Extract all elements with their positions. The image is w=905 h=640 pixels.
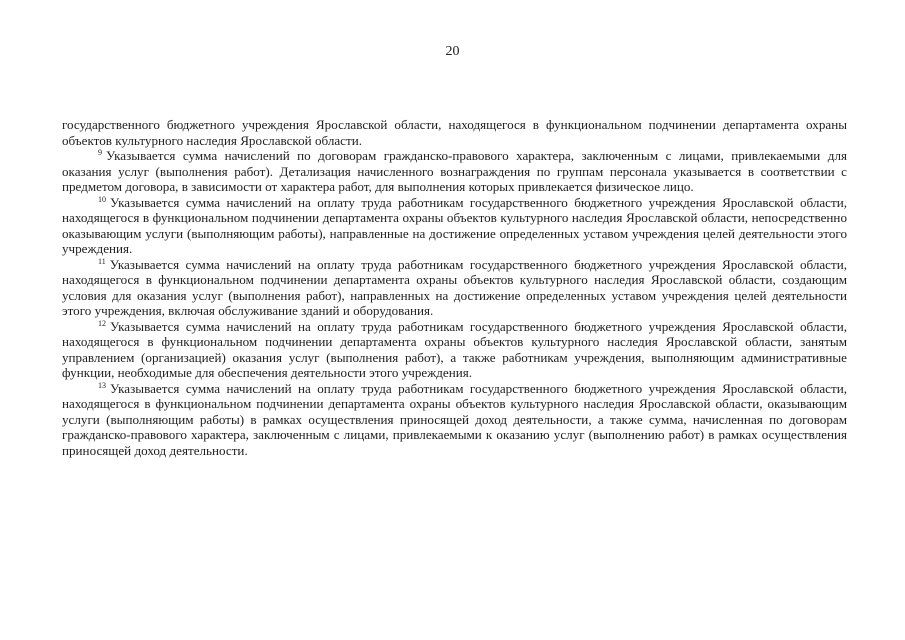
footnote-continuation — [62, 117, 847, 148]
footnote-text: Указывается сумма начислений на оплату труда работникам государственного бюджетного учреждения Ярославской области, находящегося в функциональном подчинении департамента охраны объектов культурного наследия Ярославской области, оказывающим услуги (выполняющим работы) в рамках осуществления приносящей доход деятельности, а также сумма, начисленная по договорам гражданско-правового характера, заключенным с лицами, привлекаемыми к оказанию услуг (выполнению работ) в рамках осуществления приносящей доход деятельности. — [62, 380, 847, 458]
footnotes-body — [62, 117, 847, 458]
footnote-11 — [62, 257, 847, 319]
footnote-text: Указывается сумма начислений по договорам гражданско-правового характера, заключенным с лицами, привлекаемыми для оказания услуг (выполнения работ). Детализация начисленного вознаграждения по группам персонала указывается в соответствии с предметом договора, в зависимости от характера работ, для выполнения которых привлекается физическое лицо. — [62, 148, 847, 194]
footnote-9 — [62, 148, 847, 195]
footnote-marker: 10 — [98, 194, 106, 204]
footnote-marker: 9 — [98, 148, 102, 157]
footnote-text: государственного бюджетного учреждения Ярославской области, находящегося в функциональном подчинении департамента охраны объектов культурного наследия Ярославской области. — [62, 117, 847, 148]
footnote-13 — [62, 381, 847, 459]
footnote-marker: 12 — [98, 318, 106, 328]
footnote-text: Указывается сумма начислений на оплату труда работникам государственного бюджетного учреждения Ярославской области, находящегося в функциональном подчинении департамента охраны объектов культурного наследия Ярославской области, занятым управлением (организацией) оказания услуг (выполнения работ), а также работникам учреждения, выполняющим административные функции, необходимые для обеспечения деятельности этого учреждения. — [62, 318, 847, 380]
footnote-text: Указывается сумма начислений на оплату труда работникам государственного бюджетного учреждения Ярославской области, находящегося в функциональном подчинении департамента охраны объектов культурного наследия Ярославской области, непосредственно оказывающим услуги (выполняющим работы), направленные на достижение определенных уставом учреждения целей деятельности этого учреждения. — [62, 194, 847, 256]
footnote-12 — [62, 319, 847, 381]
footnote-marker: 11 — [98, 256, 106, 266]
page-number: 20 — [445, 44, 460, 59]
footnote-text: Указывается сумма начислений на оплату труда работникам государственного бюджетного учреждения Ярославской области, находящегося в функциональном подчинении департамента охраны объектов культурного наследия Ярославской области, создающим условия для оказания услуг (выполнения работ), направленных на достижение определенных уставом учреждения целей деятельности этого учреждения, включая обслуживание зданий и оборудования. — [62, 256, 847, 318]
footnote-marker: 13 — [98, 380, 106, 390]
footnote-10 — [62, 195, 847, 257]
